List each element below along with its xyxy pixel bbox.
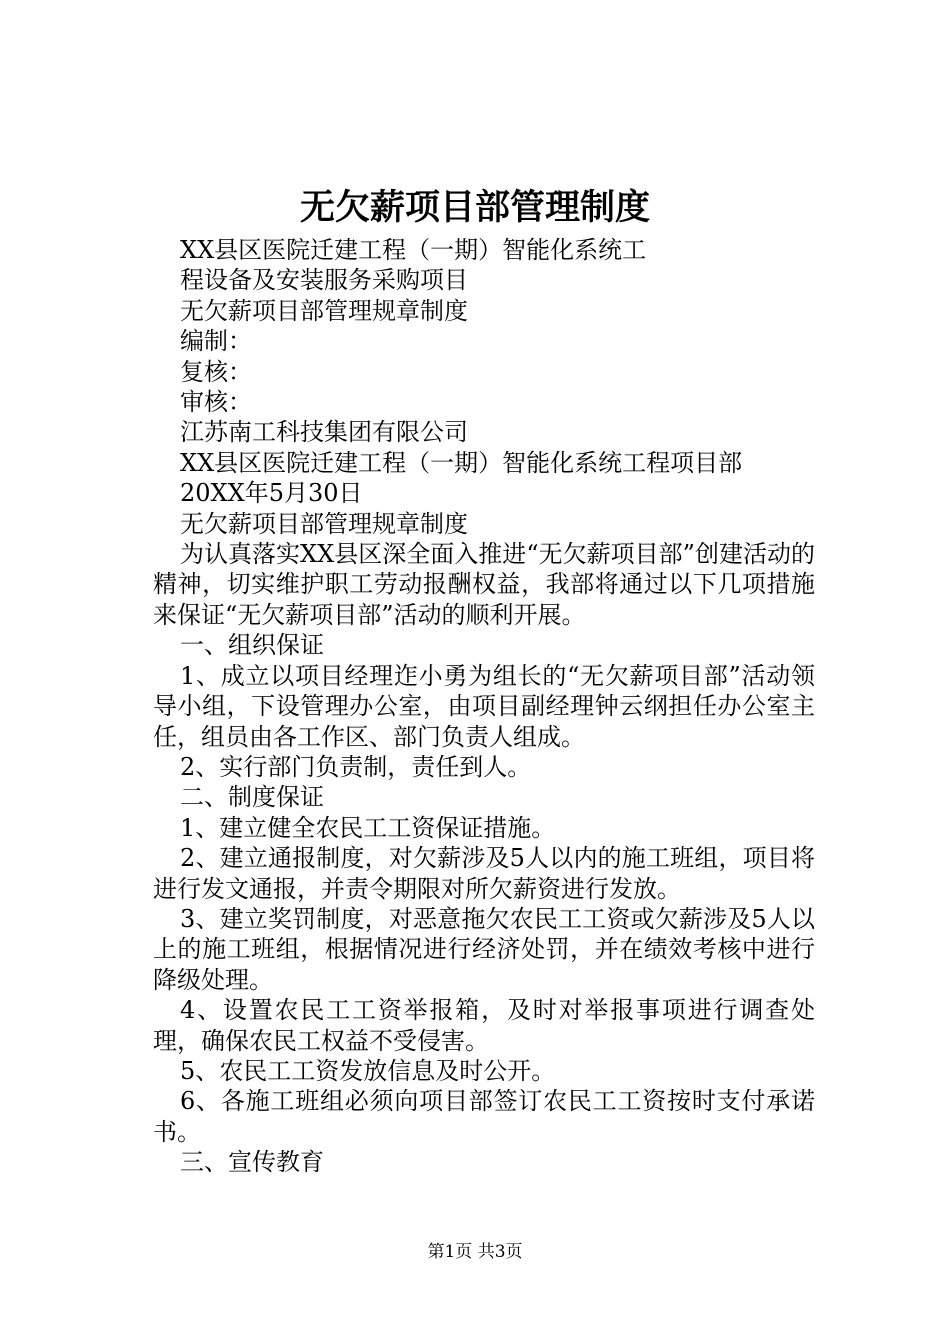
paragraph: 2、实行部门负责制，责任到人。: [180, 752, 532, 781]
section-heading: 三、宣传教育: [180, 1148, 324, 1177]
section-heading: 二、制度保证: [180, 783, 324, 812]
paragraph: 4、设置农民工工资举报箱，及时对举报事项进行调查处理，确保农民工权益不受侵害。: [153, 996, 815, 1055]
paragraph: 5、农民工工资发放信息及时公开。: [180, 1056, 556, 1085]
approved-by-label: 审核：: [180, 388, 252, 417]
document-date: 20XX年5月30日: [180, 479, 363, 508]
paragraph: 1、建立健全农民工工资保证措施。: [180, 813, 556, 842]
prepared-by-label: 编制：: [180, 327, 252, 356]
project-department: XX县区医院迁建工程（一期）智能化系统工程项目部: [180, 448, 743, 477]
paragraph: 6、各施工班组必须向项目部签订农民工工资按时支付承诺书。: [153, 1087, 815, 1146]
header-line: 程设备及安装服务采购项目: [180, 266, 468, 295]
document-title: 无欠薪项目部管理制度: [299, 187, 650, 228]
header-line: XX县区医院迁建工程（一期）智能化系统工: [180, 236, 647, 264]
header-line: 无欠薪项目部管理规章制度: [180, 296, 468, 325]
paragraph: 为认真落实XX县区深全面入推进“无欠薪项目部”创建活动的精神，切实维护职工劳动报酬权益，我部将通过以下几项措施来保证“无欠薪项目部”活动的顺利开展。: [153, 540, 815, 629]
reviewed-by-label: 复核：: [180, 357, 252, 386]
section-heading: 一、组织保证: [180, 631, 324, 660]
paragraph: 3、建立奖罚制度，对恶意拖欠农民工工资或欠薪涉及5人以上的施工班组，根据情况进行经济处罚，并在绩效考核中进行降级处理。: [153, 904, 815, 994]
paragraph: 1、成立以项目经理迮小勇为组长的“无欠薪项目部”活动领导小组，下设管理办公室，由项目副经理钟云纲担任办公室主任，组员由各工作区、部门负责人组成。: [153, 661, 815, 751]
page-footer: 第1页 共3页: [427, 1242, 523, 1262]
paragraph: 2、建立通报制度，对欠薪涉及5人以内的施工班组，项目将进行发文通报，并责令期限对所欠薪资进行发放。: [153, 844, 815, 903]
section-title: 无欠薪项目部管理规章制度: [180, 509, 468, 538]
company-name: 江苏南工科技集团有限公司: [180, 418, 468, 447]
document-body: [153, 235, 840, 1178]
